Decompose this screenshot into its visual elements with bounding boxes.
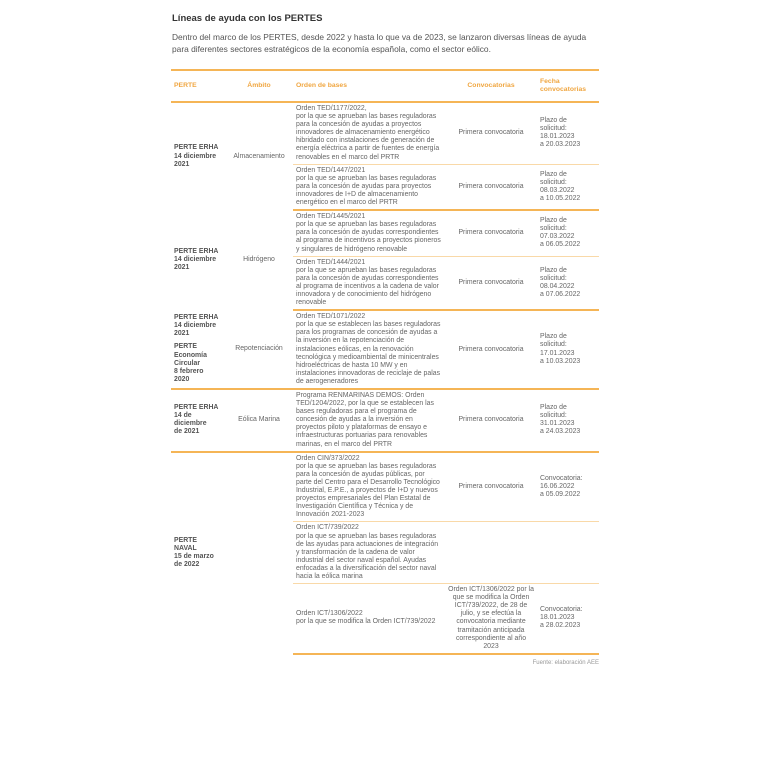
orden-cell	[293, 102, 445, 164]
table-header-row	[171, 70, 599, 102]
orden-line: por la que se aprueban las bases reguladoras para la concesión de ayudas correspondientes al programa de incentivos a la cadena de valor innovadora y de conocimiento del hidrógeno renovable	[296, 266, 439, 307]
perte-line: PERTE ERHA	[174, 248, 219, 255]
fecha-line: 07.03.2022	[540, 233, 575, 241]
convocatoria-cell: Primera convocatoria	[445, 256, 537, 310]
fecha-line: a 07.06.2022	[540, 290, 581, 298]
orden-line: Orden TED/1177/2022,	[296, 105, 367, 112]
fecha-line: 17.01.2023	[540, 349, 575, 357]
perte-cell	[171, 210, 225, 310]
perte-line: PERTE ERHA	[174, 314, 219, 322]
fecha-line: a 28.02.2023	[540, 622, 581, 630]
perte-line: PERTE	[174, 343, 197, 351]
perte-line: 2021	[174, 330, 190, 338]
fecha-line: solicitud:	[540, 341, 567, 349]
fecha-line: Plazo de	[540, 404, 567, 412]
fecha-line: a 10.03.2023	[540, 357, 581, 365]
fecha-line: 08.03.2022	[540, 186, 575, 194]
perte-line: PERTE ERHA	[174, 404, 219, 412]
fecha-cell	[537, 102, 599, 164]
orden-cell	[293, 389, 445, 452]
header-convocatorias: Convocatorias	[467, 82, 515, 89]
orden-line: Orden TED/1445/2021	[296, 213, 366, 221]
orden-line: por la que se aprueban las bases reguladoras para la concesión de ayudas para proyectos innovadores de I+D de almacenamiento energético en el marco del PRTR	[296, 174, 437, 207]
perte-line: PERTE ERHA	[174, 144, 219, 152]
fecha-line: a 24.03.2023	[540, 428, 581, 436]
orden-line: Orden TED/1071/2022	[296, 313, 366, 321]
perte-cell	[171, 452, 225, 654]
ambito-cell	[225, 452, 293, 654]
document-title: Líneas de ayuda con los PERTES	[172, 13, 323, 24]
orden-line: por la que se modifica la Orden ICT/739/2022	[296, 618, 436, 626]
ambito-cell: Hidrógeno	[243, 256, 275, 264]
source-note: Fuente: elaboración AEE	[532, 659, 599, 666]
fecha-line: Plazo de	[540, 333, 567, 341]
table-row	[171, 452, 599, 522]
fecha-line: a 05.09.2022	[540, 491, 581, 499]
ambito-cell: Almacenamiento	[233, 152, 285, 160]
ambito-cell: Repotenciación	[225, 310, 293, 389]
perte-cell	[171, 389, 225, 452]
orden-line: Orden ICT/1306/2022	[296, 610, 363, 618]
orden-cell	[293, 584, 445, 654]
perte-cell	[171, 310, 225, 389]
fecha-line: Plazo de	[540, 217, 567, 225]
fecha-line: 16.06.2022	[540, 482, 575, 490]
fecha-line: solicitud:	[540, 178, 567, 186]
fecha-line: Convocatoria:	[540, 606, 583, 614]
perte-line: 15 de marzo	[174, 553, 214, 561]
orden-cell	[293, 522, 445, 584]
perte-line: 2020	[174, 375, 190, 383]
perte-line: 2021	[174, 264, 190, 272]
perte-line: 14 diciembre	[174, 256, 217, 264]
perte-line: de 2021	[174, 428, 200, 436]
orden-line: por la que se aprueban las bases reguladoras para la concesión de ayudas correspondientes al programa de incentivos a proyectos pioneros y singulares de hidrógeno renovable	[296, 221, 441, 253]
convocatoria-cell: Primera convocatoria	[445, 210, 537, 256]
fecha-cell	[537, 389, 599, 452]
perte-line: PERTE	[174, 537, 197, 545]
fecha-line: 18.01.2023	[540, 614, 575, 622]
table-row	[171, 102, 599, 164]
convocatoria-cell: Primera convocatoria	[445, 452, 537, 522]
fecha-line: Plazo de	[540, 170, 567, 178]
perte-line: NAVAL	[174, 545, 197, 553]
orden-cell	[293, 310, 445, 389]
orden-line: Orden CIN/373/2022	[296, 454, 360, 462]
document	[171, 10, 599, 666]
convocatoria-cell: Orden ICT/1306/2022 por la que se modifica la Orden ICT/739/2022, de 28 de julio, y se efectúa la convocatoria mediante tramitación anticipada correspondiente al año 2023	[445, 584, 537, 654]
orden-line: por la que se aprueban las bases reguladoras para la concesión de ayudas públicas, por parte del Centro para el Desarrollo Tecnológico Industrial, E.P.E., a proyectos de I+D y nuevos proyectos empresariales del Plan Estatal de Investigación Científica y Técnica y de Innovación 2021-2023	[296, 462, 440, 519]
fecha-line: a 20.03.2023	[540, 141, 581, 149]
table-row	[171, 210, 599, 256]
table-row	[171, 389, 599, 452]
intro-paragraph: Dentro del marco de los PERTES, desde 2022 y hasta lo que va de 2023, se lanzaron diversas líneas de ayuda para diferentes sectores estratégicos de la economía española, como el sector eólico.	[172, 32, 587, 54]
table-row	[171, 310, 599, 389]
header-perte: PERTE	[174, 82, 197, 89]
fecha-line: solicitud:	[540, 225, 567, 233]
orden-line: por la que se aprueban las bases reguladoras para la concesión de ayudas a proyectos innovadores de almacenamiento energético hibridado con instalaciones de generación de energía eléctrica a partir de fuentes de energía renovables en el marco del PRTR	[296, 113, 440, 161]
convocatoria-cell: Primera convocatoria	[445, 164, 537, 210]
orden-cell	[293, 452, 445, 522]
fecha-line: solicitud:	[540, 125, 567, 133]
perte-line: Economía	[174, 351, 207, 359]
perte-line: 8 febrero	[174, 367, 204, 375]
fecha-line: 31.01.2023	[540, 420, 575, 428]
fecha-cell	[537, 310, 599, 389]
fecha-cell	[537, 452, 599, 522]
ambito-cell: Eólica Marina	[225, 389, 293, 452]
orden-line: por la que se establecen las bases reguladoras para los programas de concesión de ayudas a la inversión en la repotenciación de instalaciones eólicas, en la renovación tecnológica y medioambiental de minicentrales hidroeléctricas de hasta 10 MW y en instalaciones innovadoras de reciclaje de palas de aerogeneradores	[296, 321, 441, 385]
fecha-line: Convocatoria:	[540, 474, 583, 482]
perte-line: Circular	[174, 359, 201, 367]
header-orden: Orden de bases	[296, 82, 347, 89]
orden-cell	[293, 256, 445, 310]
perte-line: 14 diciembre	[174, 322, 217, 330]
orden-line: por la que se aprueban las bases reguladoras de las ayudas para actuaciones de integración y transformación de la cadena de valor industrial del sector naval español. Ayudas enfocadas a la diversificación del sector naval hacia la eólica marina	[296, 532, 439, 580]
perte-cell	[171, 102, 225, 210]
fecha-line: Plazo de	[540, 266, 567, 274]
fecha-line: a 10.05.2022	[540, 194, 581, 202]
convocatoria-cell	[445, 522, 537, 584]
perte-line: diciembre	[174, 420, 207, 428]
fecha-line: solicitud:	[540, 274, 567, 282]
fecha-cell	[537, 522, 599, 584]
orden-line: Programa RENMARINAS DEMOS: Orden TED/1204/2022, por la que se establecen las bases reguladoras para el programa de concesión de ayudas a la inversión en proyectos piloto y plataformas de ensayo e infraestructuras portuarias para renovables marinas, en el marco del PRTR	[296, 392, 434, 448]
orden-cell	[293, 210, 445, 256]
orden-cell	[293, 164, 445, 210]
fecha-line: 08.04.2022	[540, 282, 575, 290]
perte-line: 14 diciembre	[174, 152, 217, 160]
perte-line: 2021	[174, 160, 190, 168]
header-ambito: Ámbito	[247, 82, 271, 89]
orden-line: Orden TED/1444/2021	[296, 258, 366, 266]
fecha-line: Plazo de	[540, 117, 567, 125]
perte-line: de 2022	[174, 561, 200, 569]
fecha-cell	[537, 584, 599, 654]
fecha-cell	[537, 164, 599, 210]
fecha-cell	[537, 256, 599, 310]
fecha-cell	[537, 210, 599, 256]
fecha-line: 18.01.2023	[540, 133, 575, 141]
perte-line: 14 de	[174, 412, 192, 420]
convocatoria-cell: Primera convocatoria	[445, 389, 537, 452]
convocatoria-cell: Primera convocatoria	[445, 310, 537, 389]
fecha-line: a 06.05.2022	[540, 241, 581, 249]
table-body	[171, 102, 599, 654]
orden-line: Orden ICT/739/2022	[296, 524, 359, 532]
fecha-line: solicitud:	[540, 412, 567, 420]
header-fecha: Fecha convocatorias	[540, 78, 587, 93]
pertes-table	[171, 69, 599, 655]
convocatoria-cell: Primera convocatoria	[445, 102, 537, 164]
orden-line: Orden TED/1447/2021	[296, 166, 366, 174]
